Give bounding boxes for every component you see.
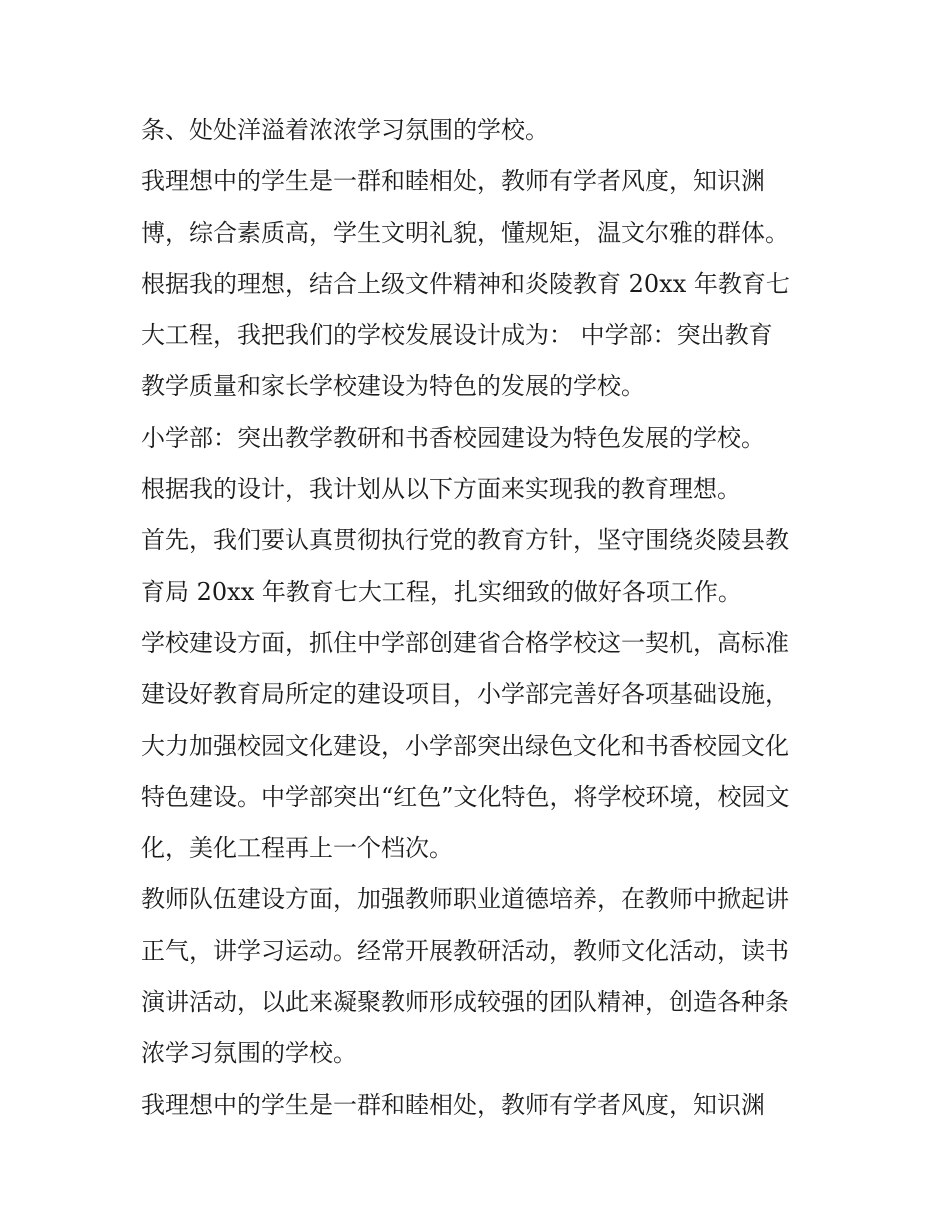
text-line: 教学质量和家长学校建设为特色的发展的学校。 — [141, 372, 645, 401]
text-line: 条、处处洋溢着浓浓学习氛围的学校。 — [141, 116, 549, 144]
text-line: 正气，讲学习运动。经常开展教研活动，教师文化活动，读书 — [141, 936, 789, 965]
text-line: 浓学习氛围的学校。 — [141, 1039, 357, 1068]
text-line: 我理想中的学生是一群和睦相处，教师有学者风度，知识渊 — [141, 1090, 765, 1119]
text-line: 小学部：突出教学教研和书香校园建设为特色发展的学校。 — [141, 423, 765, 452]
body-text — [141, 110, 821, 1136]
text-line: 根据我的理想，结合上级文件精神和炎陵教育 20xx 年教育七 — [141, 269, 790, 298]
text-line: 教师队伍建设方面，加强教师职业道德培养，在教师中掀起讲 — [141, 885, 789, 914]
text-line: 学校建设方面，抓住中学部创建省合格学校这一契机，高标准 — [141, 628, 789, 657]
text-line: 我理想中的学生是一群和睦相处，教师有学者风度，知识渊 — [141, 167, 765, 196]
text-line: 首先，我们要认真贯彻执行党的教育方针，坚守围绕炎陵县教 — [141, 526, 789, 555]
text-line: 大力加强校园文化建设，小学部突出绿色文化和书香校园文化 — [141, 731, 789, 760]
text-line: 根据我的设计，我计划从以下方面来实现我的教育理想。 — [141, 475, 741, 504]
text-line: 建设好教育局所定的建设项目，小学部完善好各项基础设施， — [141, 680, 789, 709]
text-line: 特色建设。中学部突出“红色”文化特色，将学校环境，校园文 — [141, 782, 790, 811]
text-line: 大工程，我把我们的学校发展设计成为： 中学部：突出教育 — [141, 321, 773, 350]
text-line: 博，综合素质高，学生文明礼貌，懂规矩，温文尔雅的群体。 — [141, 218, 789, 247]
text-line: 演讲活动，以此来凝聚教师形成较强的团队精神，创造各种条 — [141, 988, 789, 1017]
text-line: 育局 20xx 年教育七大工程，扎实细致的做好各项工作。 — [141, 577, 742, 606]
text-line: 化，美化工程再上一个档次。 — [141, 834, 453, 863]
